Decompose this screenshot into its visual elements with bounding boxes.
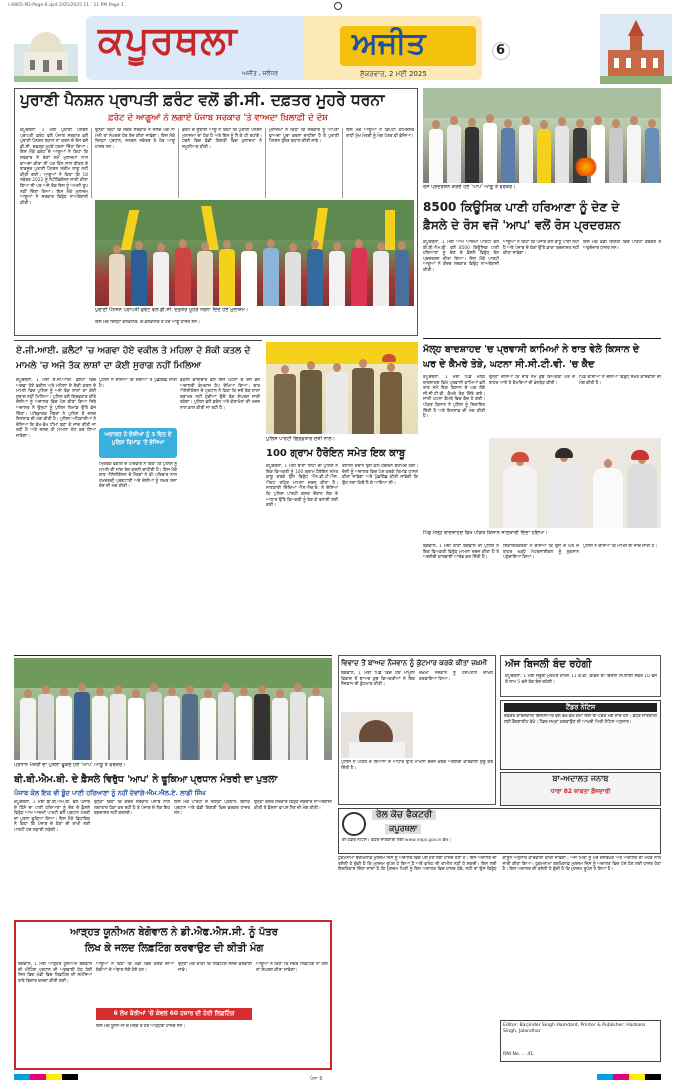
gurdwara-illustration <box>14 16 78 82</box>
theft-photo <box>489 438 661 528</box>
injury-headline: ਵਿਵਾਦ ਤੋਂ ਬਾਅਦ ਨੌਜਵਾਨ ਨੂੰ ਕੁੱਟਮਾਰ ਕਰਕੇ ਕੀਤਾ ਜ਼ਖ਼ਮੀ <box>341 659 488 667</box>
sit-headline-1: ਏ.ਜੀ.ਆਈ. ਫ਼ਲੈਟਾਂ 'ਚ ਅਗਵਾ ਹੋਏ ਵਕੀਲ ਤੇ ਮਹਿਲਾ ਦੇ ਸ਼ੱਕੀ ਕਤਲ ਦੇ <box>16 346 251 356</box>
court-section: ਧਾਰਾ 82 ਜ਼ਾਬਤਾ ਫ਼ੌਜਦਾਰੀ <box>550 788 611 795</box>
theft-body-col2: ਉਨ੍ਹਾਂ ਦੱਸਿਆ ਕਿ ਰਾਤ ਸਮੇਂ ਕੁਝ ਵਿਅਕਤੀ ਘਰ ਦੇ ਬਾਹਰ ਆਏ ਤੇ ਕੈਮਰਿਆਂ ਦੀ ਭੰਨਤੋੜ ਕੀਤੀ। <box>489 375 575 386</box>
lead-headline: ਪੁਰਾਣੀ ਪੈਨਸ਼ਨ ਪ੍ਰਾਪਤੀ ਫ਼ਰੰਟ ਵਲੋਂ ਡੀ.ਸੀ. ਦਫ਼ਤਰ ਮੂਹਰੇ ਧਰਨਾ <box>20 91 385 109</box>
church-illustration <box>600 14 672 84</box>
sit-body-col2: ਪੁਲਿਸ ਨੇ ਦੱਸਿਆ ਕਿ ਦੋਸ਼ੀਆਂ ਤੋਂ ਪੁੱਛਗਿੱਛ ਜਾਰੀ ਹੈ। <box>99 378 177 389</box>
sit-body-col2b: ਮ੍ਰਿਤਕ ਵਕੀਲ ਦੇ ਪਰਿਵਾਰ ਨੇ ਕਿਹਾ ਕਿ ਪੁਲਿਸ ਨੂੰ ਮਾਮਲੇ ਦੀ ਜਾਂਚ ਤੇਜ਼ ਕਰਨੀ ਚਾਹੀਦੀ ਹੈ। ਇਸ ਮੌਕੇ ਬਾਰ ਐਸੋਸੀਏਸ਼ਨ ਦੇ ਮੈਂਬਰਾਂ ਨੇ ਵੀ ਪਰਿਵਾਰ ਨਾਲ ਹਮਦਰਦੀ ਪ੍ਰਗਟਾਈ ਅਤੇ ਦੋਸ਼ੀਆਂ ਨੂੰ ਸਖ਼ਤ ਸਜ਼ਾ ਦੇਣ ਦੀ ਮੰਗ ਕੀਤੀ। <box>99 462 177 490</box>
lead-photo-caption: ਪੁਰਾਣੀ ਪੈਨਸ਼ਨ ਪ੍ਰਾਪਤੀ ਫ਼ਰੰਟ ਵਲੋਂ ਡੀ.ਸੀ. ਦਫ਼ਤਰ ਮੂਹਰੇ ਧਰਨਾ ਦਿੰਦੇ ਹੋਏ ਮੁਲਾਜ਼ਮ। <box>95 307 249 313</box>
theft-body-col3: ਪਿੰਡ ਵਾਸੀਆਂ ਨੇ ਦੋਸ਼ੀਆਂ ਵਿਰੁੱਧ ਸਖ਼ਤ ਕਾਰਵਾਈ ਦੀ ਮੰਗ ਕੀਤੀ ਹੈ। <box>579 375 661 386</box>
water-protest-photo <box>423 88 661 183</box>
page-number: 6 <box>496 43 506 58</box>
power-headline: ਅੱਜ ਬਿਜਲੀ ਬੰਦ ਰਹੇਗੀ <box>505 659 592 670</box>
injury-body-col2: ਜ਼ਖ਼ਮੀ ਨੌਜਵਾਨ ਨੂੰ ਹਸਪਤਾਲ ਦਾਖ਼ਲ ਕਰਵਾਇਆ ਗਿਆ। <box>419 671 493 682</box>
registration-mark-icon <box>334 2 342 10</box>
power-body: ਕਪੂਰਥਲਾ, 1 ਮਈ ਜ਼ਰੂਰੀ ਮੁਰੰਮਤ ਕਾਰਨ 11 ਕੇ.ਵੀ. ਫੀਡਰ ਦੀ ਬਿਜਲੀ ਸਪਲਾਈ ਸਵੇਰੇ 10 ਵਜੇ ਤੋਂ ਸ਼ਾਮ 5 ਵਜੇ ਤੱਕ ਬੰਦ ਰਹੇਗੀ। <box>505 674 657 685</box>
theft-headline-2: ਘਰ ਦੇ ਕੈਮਰੇ ਤੋੜੇ, ਘਟਨਾ ਸੀ.ਸੀ.ਟੀ.ਵੀ. 'ਚ ਕੈਦ <box>423 359 595 370</box>
water-headline-2: ਫ਼ੈਸਲੇ ਦੇ ਰੋਸ ਵਜੋਂ 'ਆਪ' ਵਲੋਂ ਰੋਸ ਪ੍ਰਦਰਸ਼ਨ <box>423 218 621 232</box>
injury-body-col1: ਬੇਗੋਵਾਲ, 1 ਮਈ ਪਿੰਡ ਵਿਚ ਹੋਏ ਮਾਮੂਲੀ ਵਿਵਾਦ ਤੋਂ ਬਾਅਦ ਕੁਝ ਵਿਅਕਤੀਆਂ ਨੇ ਇਕ ਨੌਜਵਾਨ ਦੀ ਕੁੱਟਮਾਰ ਕੀਤੀ। <box>341 671 415 688</box>
effigy-body-col3: ਇਸ ਮੌਕੇ ਪਾਰਟੀ ਦੇ ਜ਼ਿਲ੍ਹਾ ਪ੍ਰਧਾਨ, ਬਲਾਕ ਪ੍ਰਧਾਨ ਅਤੇ ਵੱਡੀ ਗਿਣਤੀ ਵਿਚ ਵਰਕਰ ਹਾਜ਼ਰ ਸਨ। <box>174 800 250 817</box>
color-registration-strip <box>14 1074 661 1080</box>
arhtiya-pull-quote-text: 6 ਲੱਖ ਬੋਰੀਆਂ 'ਚੋਂ ਕੇਵਲ 60 ਹਜ਼ਾਰ ਦੀ ਹੋਈ ਲਿਫ਼ਟਿੰਗ <box>113 1010 235 1017</box>
water-photo-caption: ਰੋਸ ਪ੍ਰਦਰਸ਼ਨ ਕਰਦੇ ਹੋਏ 'ਆਪ' ਆਗੂ ਤੇ ਵਰਕਰ। <box>423 184 516 190</box>
sit-body-col1: ਕਪੂਰਥਲਾ, 1 ਮਈ ਏ.ਜੀ.ਆਈ. ਫ਼ਲੈਟਾਂ ਵਿਚੋਂ ਅਗਵਾ ਹੋਏ ਵਕੀਲ ਅਤੇ ਮਹਿਲਾ ਦੇ ਸ਼ੱਕੀ ਕਤਲ ਦੇ ਮਾਮਲੇ ਵਿਚ ਪੁਲਿਸ ਨੂੰ ਅਜੇ ਤੱਕ ਲਾਸ਼ਾਂ ਦਾ ਕੋਈ ਸੁਰਾਗ ਨਹੀਂ ਮਿਲਿਆ। ਪੁਲਿਸ ਵਲੋਂ ਗ੍ਰਿਫ਼ਤਾਰ ਕੀਤੇ ਦੋਸ਼ੀਆਂ ਨੂੰ ਅਦਾਲਤ ਵਿਚ ਪੇਸ਼ ਕੀਤਾ ਗਿਆ ਜਿਥੇ ਅਦਾਲਤ ਨੇ ਉਨ੍ਹਾਂ ਨੂੰ ਪੁਲਿਸ ਰਿਮਾਂਡ ਉੱਤੇ ਭੇਜ ਦਿੱਤਾ। ਪਰਿਵਾਰਕ ਮੈਂਬਰਾਂ ਨੇ ਪੁਲਿਸ ਤੋਂ ਜਲਦ ਇਨਸਾਫ਼ ਦੀ ਮੰਗ ਕੀਤੀ ਹੈ। ਪੁਲਿਸ ਅਧਿਕਾਰੀਆਂ ਨੇ ਦੱਸਿਆ ਕਿ ਵੱਖ-ਵੱਖ ਟੀਮਾਂ ਬਣਾ ਕੇ ਜਾਂਚ ਕੀਤੀ ਜਾ ਰਹੀ ਹੈ ਅਤੇ ਜਲਦ ਹੀ ਮਾਮਲਾ ਹੱਲ ਕਰ ਲਿਆ ਜਾਵੇਗਾ। <box>16 378 96 439</box>
sit-body-col3: ਵਕੀਲ ਭਾਈਚਾਰੇ ਵਲੋਂ ਇਸ ਘਟਨਾ ਦੇ ਰੋਸ ਵਜੋਂ ਅਦਾਲਤੀ ਕੰਮਕਾਜ ਠੱਪ ਰੱਖਿਆ ਗਿਆ। ਬਾਰ ਐਸੋਸੀਏਸ਼ਨ ਦੇ ਪ੍ਰਧਾਨ ਨੇ ਕਿਹਾ ਕਿ ਜਦੋਂ ਤੱਕ ਲਾਸ਼ਾਂ ਬਰਾਮਦ ਨਹੀਂ ਹੁੰਦੀਆਂ ਉਦੋਂ ਤੱਕ ਸੰਘਰਸ਼ ਜਾਰੀ ਰਹੇਗਾ। ਪੁਲਿਸ ਵਲੋਂ ਡਰੋਨ ਅਤੇ ਗੋਤਾਖੋਰਾਂ ਦੀ ਮਦਦ ਨਾਲ ਭਾਲ ਕੀਤੀ ਜਾ ਰਹੀ ਹੈ। <box>180 378 260 411</box>
effigy-body-col1: ਕਪੂਰਥਲਾ, 1 ਮਈ ਬੀ.ਬੀ.ਐਮ.ਬੀ. ਵਲੋਂ ਪੰਜਾਬ ਦੇ ਹਿੱਸੇ ਦਾ ਪਾਣੀ ਹਰਿਆਣਾ ਨੂੰ ਦੇਣ ਦੇ ਫ਼ੈਸਲੇ ਵਿਰੁੱਧ ਆਮ ਆਦਮੀ ਪਾਰਟੀ ਵਲੋਂ ਪ੍ਰਧਾਨ ਮੰਤਰੀ ਦਾ ਪੁਤਲਾ ਫੂਕਿਆ ਗਿਆ। ਇਸ ਮੌਕੇ ਵਿਧਾਇਕ ਨੇ ਕਿਹਾ ਕਿ ਪੰਜਾਬ ਦੇ ਹੱਕਾਂ ਦੀ ਰਾਖੀ ਲਈ ਪਾਰਟੀ ਹਰ ਲੜਾਈ ਲੜੇਗੀ। <box>14 800 90 833</box>
footer-imprint: Editor: Barjinder Singh Hamdard, Printer & Publisher: Harbans Singh, Jalandhar <box>503 1023 646 1034</box>
heroin-body-col1: ਕਪੂਰਥਲਾ, 1 ਮਈ ਥਾਣਾ ਸਿਟੀ ਦੀ ਪੁਲਿਸ ਨੇ ਇਕ ਵਿਅਕਤੀ ਨੂੰ 100 ਗ੍ਰਾਮ ਹੈਰੋਇਨ ਸਮੇਤ ਕਾਬੂ ਕਰਕੇ ਉਸ ਵਿਰੁੱਧ ਐਨ.ਡੀ.ਪੀ.ਐਸ. ਐਕਟ ਤਹਿਤ ਮਾਮਲਾ ਦਰਜ ਕੀਤਾ ਹੈ। ਜਾਣਕਾਰੀ ਦਿੰਦਿਆਂ ਐਸ.ਐਚ.ਓ. ਨੇ ਦੱਸਿਆ ਕਿ ਪੁਲਿਸ ਪਾਰਟੀ ਗਸ਼ਤ ਦੌਰਾਨ ਸ਼ੱਕ ਦੇ ਆਧਾਰ ਉੱਤੇ ਵਿਅਕਤੀ ਨੂੰ ਰੋਕ ਕੇ ਤਲਾਸ਼ੀ ਲਈ ਗਈ। <box>266 464 338 509</box>
masthead-city-title: ਕਪੂਰਥਲਾ <box>98 18 238 62</box>
footer-rni: RNI No. ... 41 <box>503 1052 534 1057</box>
court-title: ਬਾ-ਅਦਾਲਤ ਜਨਾਬ <box>552 774 609 783</box>
rcf-subtitle: ਕਪੂਰਥਲਾ <box>385 824 421 834</box>
sit-headline-2: ਮਾਮਲੇ 'ਚ ਅਜੇ ਤੱਕ ਲਾਸ਼ਾਂ ਦਾ ਕੋਈ ਸੁਰਾਗ ਨਹੀਂ ਮਿਲਿਆ <box>16 361 202 371</box>
section-divider <box>423 338 661 339</box>
page-code: ਪੰਨਾ 6 <box>310 1076 323 1082</box>
rcf-logo-icon <box>342 812 366 836</box>
water-headline-1: 8500 ਕਿਊਸਿਕ ਪਾਣੀ ਹਰਿਆਣਾ ਨੂੰ ਦੇਣ ਦੇ <box>423 200 620 214</box>
theft-body-bottom-col1: ਬੇਗੋਵਾਲ, 1 ਮਈ ਥਾਣਾ ਬੇਗੋਵਾਲ ਦੀ ਪੁਲਿਸ ਨੇ ਇਕ ਵਿਅਕਤੀ ਵਿਰੁੱਧ ਮਾਮਲਾ ਦਰਜ ਕੀਤਾ ਹੈ ਤੇ ਅਗਲੇਰੀ ਕਾਰਵਾਈ ਆਰੰਭ ਕਰ ਦਿੱਤੀ ਹੈ। <box>423 544 499 561</box>
masthead-paper-title: ਅਜੀਤ <box>352 26 426 61</box>
theft-photo-caption: ਪਿੰਡ ਮੱਲ੍ਹ ਬਾਦਸ਼ਾਹਦ ਵਿਖੇ ਪੀੜਤ ਕਿਸਾਨ ਜਾਣਕਾਰੀ ਦਿੰਦਾ ਹੋਇਆ। <box>423 530 548 536</box>
section-divider <box>14 655 332 656</box>
theft-headline-1: ਮੱਲ੍ਹ ਬਾਦਸ਼ਾਹਦ 'ਚ ਪ੍ਰਵਾਸੀ ਕਾਮਿਆਂ ਨੇ ਰਾਤ ਵੇਲੇ ਕਿਸਾਨ ਦੇ <box>423 344 640 355</box>
arhtiya-headline-2: ਲਿਖ ਕੇ ਜਲਦ ਲਿਫ਼ਟਿੰਗ ਕਰਵਾਉਣ ਦੀ ਕੀਤੀ ਮੰਗ <box>84 943 264 954</box>
heroin-photo <box>266 342 418 434</box>
injury-body-col3: ਪੁਲਿਸ ਨੇ ਪੀੜਤ ਦੇ ਬਿਆਨਾਂ ਦੇ ਆਧਾਰ ਉੱਤੇ ਮਾਮਲਾ ਦਰਜ ਕਰਕੇ ਅਗਲੇਰੀ ਕਾਰਵਾਈ ਸ਼ੁਰੂ ਕਰ ਦਿੱਤੀ ਹੈ। <box>341 760 493 771</box>
masthead-tagline: ਅਜੀਤ , ਜਲੰਧਰ <box>242 70 278 77</box>
lead-body-col2: ਉਨ੍ਹਾਂ ਕਿਹਾ ਕਿ ਜੇਕਰ ਸਰਕਾਰ ਨੇ ਜਲਦ ਮੰਗ ਨਾ ਮੰਨੀ ਤਾਂ ਸੰਘਰਸ਼ ਹੋਰ ਤੇਜ਼ ਕੀਤਾ ਜਾਵੇਗਾ। ਇਸ ਮੌਕੇ ਜ਼ਿਲ੍ਹਾ ਪ੍ਰਧਾਨ, ਜਨਰਲ ਸਕੱਤਰ ਤੇ ਹੋਰ ਆਗੂ ਹਾਜ਼ਰ ਸਨ। <box>95 128 175 150</box>
injury-photo <box>341 712 413 758</box>
theft-body-bottom-col2: ਸ਼ਿਕਾਇਤਕਰਤਾ ਨੇ ਦੱਸਿਆ ਕਿ ਉਸ ਦੇ ਘਰ ਦੇ ਬਾਹਰ ਖੜ੍ਹੇ ਮੋਟਰਸਾਈਕਲ ਨੂੰ ਨੁਕਸਾਨ ਪਹੁੰਚਾਇਆ ਗਿਆ। <box>503 544 579 561</box>
court-body: ਹੁਕਮਨਾਮਾ ਬਰਖ਼ਿਲਾਫ਼ ਮੁਲਜ਼ਮ ਜਿਸ ਨੂੰ ਅਦਾਲਤ ਵਿਚ ਪੇਸ਼ ਹੋਣ ਲਈ ਹਾਜ਼ਰ ਹੋਣਾ ਹੈ। ਇਸ ਅਦਾਲਤ ਦੀ ਤਸੱਲੀ ਹੋ ਚੁੱਕੀ ਹੈ ਕਿ ਮੁਲਜ਼ਮ ਰੂਪੋਸ਼ ਹੋ ਗਿਆ ਹੈ ਅਤੇ ਵਾਰੰਟ ਦੀ ਤਾਮੀਲ ਨਹੀਂ ਹੋ ਸਕਦੀ। ਇਸ ਲਈ ਇਸ਼ਤਿਹਾਰ ਦਿੱਤਾ ਜਾਂਦਾ ਹੈ ਕਿ ਮੁਲਜ਼ਮ ਮਿਤੀ ਨੂੰ ਇਸ ਅਦਾਲਤ ਵਿਚ ਹਾਜ਼ਰ ਹੋਵੇ, ਨਹੀਂ ਤਾਂ ਉਸ ਵਿਰੁੱਧ ਕਾਨੂੰਨ ਅਨੁਸਾਰ ਕਾਰਵਾਈ ਕੀਤੀ ਜਾਵੇਗੀ। ਅੱਜ ਮਿਤੀ ਨੂੰ ਮੇਰੇ ਦਸਤਖ਼ਤ ਅਤੇ ਅਦਾਲਤ ਦੀ ਮੋਹਰ ਨਾਲ ਜਾਰੀ ਕੀਤਾ ਗਿਆ। ਹੁਕਮਨਾਮਾ ਬਰਖ਼ਿਲਾਫ਼ ਮੁਲਜ਼ਮ ਜਿਸ ਨੂੰ ਅਦਾਲਤ ਵਿਚ ਪੇਸ਼ ਹੋਣ ਲਈ ਹਾਜ਼ਰ ਹੋਣਾ ਹੈ। ਇਸ ਅਦਾਲਤ ਦੀ ਤਸੱਲੀ ਹੋ ਚੁੱਕੀ ਹੈ ਕਿ ਮੁਲਜ਼ਮ ਰੂਪੋਸ਼ ਹੋ ਗਿਆ ਹੈ। <box>338 856 661 873</box>
lead-body-col3: ਫ਼ਰੰਟ ਦੇ ਸੂਬਾਈ ਆਗੂ ਨੇ ਕਿਹਾ ਕਿ ਪੁਰਾਣੀ ਪੈਨਸ਼ਨ ਮੁਲਾਜ਼ਮਾਂ ਦਾ ਹੱਕ ਹੈ ਅਤੇ ਇਸ ਨੂੰ ਲੈ ਕੇ ਹੀ ਰਹਾਂਗੇ। ਧਰਨੇ ਵਿਚ ਵੱਡੀ ਗਿਣਤੀ ਵਿਚ ਮੁਲਾਜ਼ਮਾਂ ਨੇ ਸ਼ਮੂਲੀਅਤ ਕੀਤੀ। <box>182 128 262 150</box>
column-rule <box>265 128 266 198</box>
water-body-col2: ਆਗੂਆਂ ਨੇ ਕਿਹਾ ਕਿ ਪੰਜਾਬ ਕੋਲ ਵਾਧੂ ਪਾਣੀ ਨਹੀਂ ਹੈ ਅਤੇ ਪੰਜਾਬ ਦੇ ਹੱਕਾਂ ਉੱਤੇ ਡਾਕਾ ਬਰਦਾਸ਼ਤ ਨਹੀਂ ਕੀਤਾ ਜਾਵੇਗਾ। <box>503 240 579 257</box>
column-rule <box>342 128 343 198</box>
arhtiya-body-col2b: ਇਸ ਮੌਕੇ ਯੂਨੀਅਨ ਦੇ ਮੈਂਬਰ ਤੇ ਹੋਰ ਆੜ੍ਹਤੀ ਹਾਜ਼ਰ ਸਨ। <box>96 1024 186 1029</box>
heroin-photo-caption: ਪੁਲਿਸ ਪਾਰਟੀ ਗ੍ਰਿਫ਼ਤਾਰ ਦੋਸ਼ੀ ਨਾਲ। <box>266 436 336 442</box>
theft-body-bottom-col3: ਪੁਲਿਸ ਨੇ ਦੱਸਿਆ ਕਿ ਮਾਮਲੇ ਦੀ ਜਾਂਚ ਜਾਰੀ ਹੈ। <box>583 544 657 549</box>
slug-line: (-0805-PD-Page-6.qxd 2/05/2025 11 : 11 PM Page 1 <box>8 3 124 8</box>
arhtiya-body-col1: ਬੇਗੋਵਾਲ, 1 ਮਈ ਆੜ੍ਹਤ ਯੂਨੀਅਨ ਬੇਗੋਵਾਲ ਦੀ ਮੀਟਿੰਗ ਪ੍ਰਧਾਨ ਦੀ ਅਗਵਾਈ ਹੇਠ ਹੋਈ ਜਿਸ ਵਿਚ ਮੰਡੀ ਵਿਚ ਲਿਫ਼ਟਿੰਗ ਦੀ ਸਮੱਸਿਆ ਬਾਰੇ ਵਿਚਾਰ ਚਰਚਾ ਕੀਤੀ ਗਈ। <box>18 962 92 984</box>
rcf-body: ਈ-ਟੈਂਡਰ ਨੋਟਿਸ। ਵਧੇਰੇ ਜਾਣਕਾਰੀ ਲਈ www.ireps.gov.in ਵੇਖੋ। <box>342 838 451 843</box>
lead-body-col4: ਮੁਲਾਜ਼ਮਾਂ ਨੇ ਕਿਹਾ ਕਿ ਸਰਕਾਰ ਨੂੰ ਆਪਣਾ ਵਾਅਦਾ ਪੂਰਾ ਕਰਨਾ ਚਾਹੀਦਾ ਹੈ ਤੇ ਪੁਰਾਣੀ ਪੈਨਸ਼ਨ ਤੁਰੰਤ ਬਹਾਲ ਕੀਤੀ ਜਾਵੇ। <box>269 128 339 145</box>
theft-body-col1: ਕਪੂਰਥਲਾ, 1 ਮਈ ਪਿੰਡ ਮੱਲ੍ਹ ਬਾਦਸ਼ਾਹਦ ਵਿਖੇ ਪ੍ਰਵਾਸੀ ਕਾਮਿਆਂ ਵਲੋਂ ਰਾਤ ਸਮੇਂ ਇਕ ਕਿਸਾਨ ਦੇ ਘਰ ਲੱਗੇ ਸੀ.ਸੀ.ਟੀ.ਵੀ. ਕੈਮਰੇ ਤੋੜ ਦਿੱਤੇ ਗਏ। ਸਾਰੀ ਘਟਨਾ ਕੈਮਰੇ ਵਿਚ ਕੈਦ ਹੋ ਗਈ। ਪੀੜਤ ਕਿਸਾਨ ਨੇ ਪੁਲਿਸ ਨੂੰ ਸ਼ਿਕਾਇਤ ਦਿੱਤੀ ਹੈ ਅਤੇ ਇਨਸਾਫ਼ ਦੀ ਮੰਗ ਕੀਤੀ ਹੈ। <box>423 375 485 420</box>
water-body-col3: ਇਸ ਮੌਕੇ ਵੱਡੀ ਗਿਣਤੀ ਵਿਚ ਪਾਰਟੀ ਵਰਕਰ ਤੇ ਅਹੁਦੇਦਾਰ ਹਾਜ਼ਰ ਸਨ। <box>583 240 661 251</box>
lead-subhead: ਫ਼ਰੰਟ ਦੇ ਆਗੂਆਂ ਨੇ ਲਗਾਏ ਪੰਜਾਬ ਸਰਕਾਰ 'ਤੇ ਵਾਅਦਾ ਖ਼ਿਲਾਫ਼ੀ ਦੇ ਦੋਸ਼ <box>108 113 328 123</box>
water-body-col1: ਕਪੂਰਥਲਾ, 1 ਮਈ ਆਮ ਆਦਮੀ ਪਾਰਟੀ ਵਲੋਂ ਬੀ.ਬੀ.ਐਮ.ਬੀ. ਵਲੋਂ 8500 ਕਿਊਸਿਕ ਪਾਣੀ ਹਰਿਆਣਾ ਨੂੰ ਦੇਣ ਦੇ ਫ਼ੈਸਲੇ ਵਿਰੁੱਧ ਰੋਸ ਪ੍ਰਦਰਸ਼ਨ ਕੀਤਾ ਗਿਆ। ਇਸ ਮੌਕੇ ਪਾਰਟੀ ਆਗੂਆਂ ਨੇ ਕੇਂਦਰ ਸਰਕਾਰ ਵਿਰੁੱਧ ਨਾਅਰੇਬਾਜ਼ੀ ਕੀਤੀ। <box>423 240 499 273</box>
effigy-body-col2: ਉਨ੍ਹਾਂ ਕਿਹਾ ਕਿ ਕੇਂਦਰ ਸਰਕਾਰ ਪੰਜਾਬ ਨਾਲ ਲਗਾਤਾਰ ਧੱਕਾ ਕਰ ਰਹੀ ਹੈ ਤੇ ਪੰਜਾਬ ਦੇ ਲੋਕ ਇਹ ਬਰਦਾਸ਼ਤ ਨਹੀਂ ਕਰਨਗੇ। <box>94 800 170 817</box>
effigy-body-col4: ਉਨ੍ਹਾਂ ਕੇਂਦਰ ਸਰਕਾਰ ਵਿਰੁੱਧ ਜ਼ੋਰਦਾਰ ਨਾਅਰੇਬਾਜ਼ੀ ਕੀਤੀ ਤੇ ਫ਼ੈਸਲਾ ਵਾਪਸ ਲੈਣ ਦੀ ਮੰਗ ਕੀਤੀ। <box>254 800 332 811</box>
masthead-date: ਸ਼ੁੱਕਰਵਾਰ, 2 ਮਈ 2025 <box>360 70 427 78</box>
lead-body-bottom: ਇਸ ਮੌਕੇ ਜ਼ਿਲ੍ਹਾ ਕਨਵੀਨਰ, ਕੋ-ਕਨਵੀਨਰ ਤੇ ਹੋਰ ਆਗੂ ਹਾਜ਼ਰ ਸਨ। <box>95 320 200 325</box>
tender-title: ਟੈਂਡਰ ਨੋਟਿਸ <box>504 703 657 712</box>
effigy-photo-caption: ਪ੍ਰਧਾਨ ਮੰਤਰੀ ਦਾ ਪੁਤਲਾ ਫੂਕਦੇ ਹੋਏ 'ਆਪ' ਆਗੂ ਤੇ ਵਰਕਰ। <box>14 762 126 768</box>
lead-photo <box>95 200 414 306</box>
lead-body-col1: ਕਪੂਰਥਲਾ, 1 ਮਈ ਪੁਰਾਣੀ ਪੈਨਸ਼ਨ ਪ੍ਰਾਪਤੀ ਫ਼ਰੰਟ ਵਲੋਂ ਪੰਜਾਬ ਸਰਕਾਰ ਵਲੋਂ ਪੁਰਾਣੀ ਪੈਨਸ਼ਨ ਬਹਾਲ ਨਾ ਕਰਨ ਦੇ ਰੋਸ ਵਜੋਂ ਡੀ.ਸੀ. ਦਫ਼ਤਰ ਮੂਹਰੇ ਧਰਨਾ ਦਿੱਤਾ ਗਿਆ। ਇਸ ਮੌਕੇ ਫ਼ਰੰਟ ਦੇ ਆਗੂਆਂ ਨੇ ਕਿਹਾ ਕਿ ਸਰਕਾਰ ਨੇ ਚੋਣਾਂ ਸਮੇਂ ਮੁਲਾਜ਼ਮਾਂ ਨਾਲ ਵਾਅਦਾ ਕੀਤਾ ਸੀ ਪਰ ਤਿੰਨ ਸਾਲ ਬੀਤਣ ਦੇ ਬਾਵਜੂਦ ਪੁਰਾਣੀ ਪੈਨਸ਼ਨ ਸਕੀਮ ਲਾਗੂ ਨਹੀਂ ਕੀਤੀ ਗਈ। ਆਗੂਆਂ ਨੇ ਕਿਹਾ ਕਿ 18 ਨਵੰਬਰ 2022 ਨੂੰ ਨੋਟੀਫ਼ਿਕੇਸ਼ਨ ਜਾਰੀ ਕੀਤਾ ਗਿਆ ਸੀ ਪਰ ਅਜੇ ਤੱਕ ਇਸ ਨੂੰ ਅਮਲੀ ਰੂਪ ਨਹੀਂ ਦਿੱਤਾ ਗਿਆ। ਇਸ ਮੌਕੇ ਮੁਲਾਜ਼ਮ ਆਗੂਆਂ ਨੇ ਸਰਕਾਰ ਵਿਰੁੱਧ ਨਾਅਰੇਬਾਜ਼ੀ ਕੀਤੀ। <box>20 128 88 206</box>
rcf-title: ਰੇਲ ਕੋਚ ਫੈਕਟਰੀ <box>372 810 436 820</box>
masthead <box>14 12 672 86</box>
effigy-subhead: ਪੰਜਾਬ ਕੋਲ ਇਕ ਵੀ ਬੂੰਦ ਪਾਣੀ ਹਰਿਆਣਾ ਨੂੰ ਨਹੀਂ ਦੇਵਾਂਗੇ-ਐਮ.ਐਲ.ਏ. ਲਾਡੀ ਸਿੰਘ <box>14 789 206 797</box>
arhtiya-body-col3: ਉਨ੍ਹਾਂ ਮੰਗ ਕੀਤੀ ਕਿ ਲਿਫ਼ਟਿੰਗ ਜਲਦ ਕਰਵਾਈ ਜਾਵੇ। <box>178 962 252 973</box>
heroin-body-col2: ਤਲਾਸ਼ੀ ਦੌਰਾਨ ਉਸ ਕੋਲੋਂ ਹੈਰੋਇਨ ਬਰਾਮਦ ਹੋਈ। ਦੋਸ਼ੀ ਨੂੰ ਅਦਾਲਤ ਵਿਚ ਪੇਸ਼ ਕਰਕੇ ਰਿਮਾਂਡ ਹਾਸਲ ਕੀਤਾ ਜਾਵੇਗਾ ਅਤੇ ਪੁੱਛਗਿੱਛ ਕੀਤੀ ਜਾਵੇਗੀ ਕਿ ਉਹ ਨਸ਼ਾ ਕਿਥੋਂ ਲੈ ਕੇ ਆਇਆ ਸੀ। <box>342 464 418 486</box>
heroin-headline: 100 ਗ੍ਰਾਮ ਹੈਰੋਇਨ ਸਮੇਤ ਇਕ ਕਾਬੂ <box>266 448 406 459</box>
arhtiya-headline-1: ਆੜ੍ਹਤ ਯੂਨੀਅਨ ਬੇਗੋਵਾਲ ਨੇ ਡੀ.ਐਫ.ਐਸ.ਸੀ. ਨੂੰ ਪੱਤਰ <box>70 927 278 938</box>
lead-body-col5: ਇਸ ਮੌਕੇ ਆਗੂਆਂ ਨੇ ਡਿਪਟੀ ਕਮਿਸ਼ਨਰ ਰਾਹੀਂ ਮੁੱਖ ਮੰਤਰੀ ਨੂੰ ਮੰਗ ਪੱਤਰ ਵੀ ਭੇਜਿਆ। <box>346 128 414 139</box>
column-rule <box>178 128 179 198</box>
arhtiya-body-col2: ਆਗੂਆਂ ਨੇ ਕਿਹਾ ਕਿ ਮੰਡੀ ਵਿਚ ਕਣਕ ਦੀਆਂ ਬੋਰੀਆਂ ਦੇ ਅੰਬਾਰ ਲੱਗੇ ਹੋਏ ਹਨ। <box>96 962 174 973</box>
sit-pull-quote-text: ਅਦਾਲਤ ਨੇ ਦੋਸ਼ੀਆਂ ਨੂੰ 3 ਦਿਨ ਦੇ ਪੁਲਿਸ ਰਿਮਾਂਡ 'ਤੇ ਭੇਜਿਆ <box>104 432 172 446</box>
effigy-photo <box>14 658 332 760</box>
column-rule <box>91 128 92 198</box>
effigy-headline: ਬੀ.ਬੀ.ਐਮ.ਬੀ. ਦੇ ਫ਼ੈਸਲੇ ਵਿਰੁੱਧ 'ਆਪ' ਨੇ ਫੂਕਿਆ ਪ੍ਰਧਾਨ ਮੰਤਰੀ ਦਾ ਪੁਤਲਾ <box>14 774 278 785</box>
arhtiya-body-col4: ਆਗੂਆਂ ਨੇ ਕਿਹਾ ਕਿ ਜੇਕਰ ਲਿਫ਼ਟਿੰਗ ਨਾ ਹੋਈ ਤਾਂ ਸੰਘਰਸ਼ ਕੀਤਾ ਜਾਵੇਗਾ। <box>256 962 328 973</box>
tender-body: ਦਫ਼ਤਰ ਕਾਰਜਕਾਰੀ ਇੰਜੀਨੀਅਰ ਵਲੋਂ ਵੱਖ-ਵੱਖ ਕੰਮਾਂ ਲਈ ਈ-ਟੈਂਡਰ ਮੰਗੇ ਜਾਂਦੇ ਹਨ। ਵਧੇਰੇ ਜਾਣਕਾਰੀ ਲਈ ਵੈੱਬਸਾਈਟ ਵੇਖੋ। ਟੈਂਡਰ ਜਮ੍ਹਾਂ ਕਰਵਾਉਣ ਦੀ ਆਖ਼ਰੀ ਮਿਤੀ ਨੋਟਿਸ ਅਨੁਸਾਰ। <box>504 714 657 725</box>
